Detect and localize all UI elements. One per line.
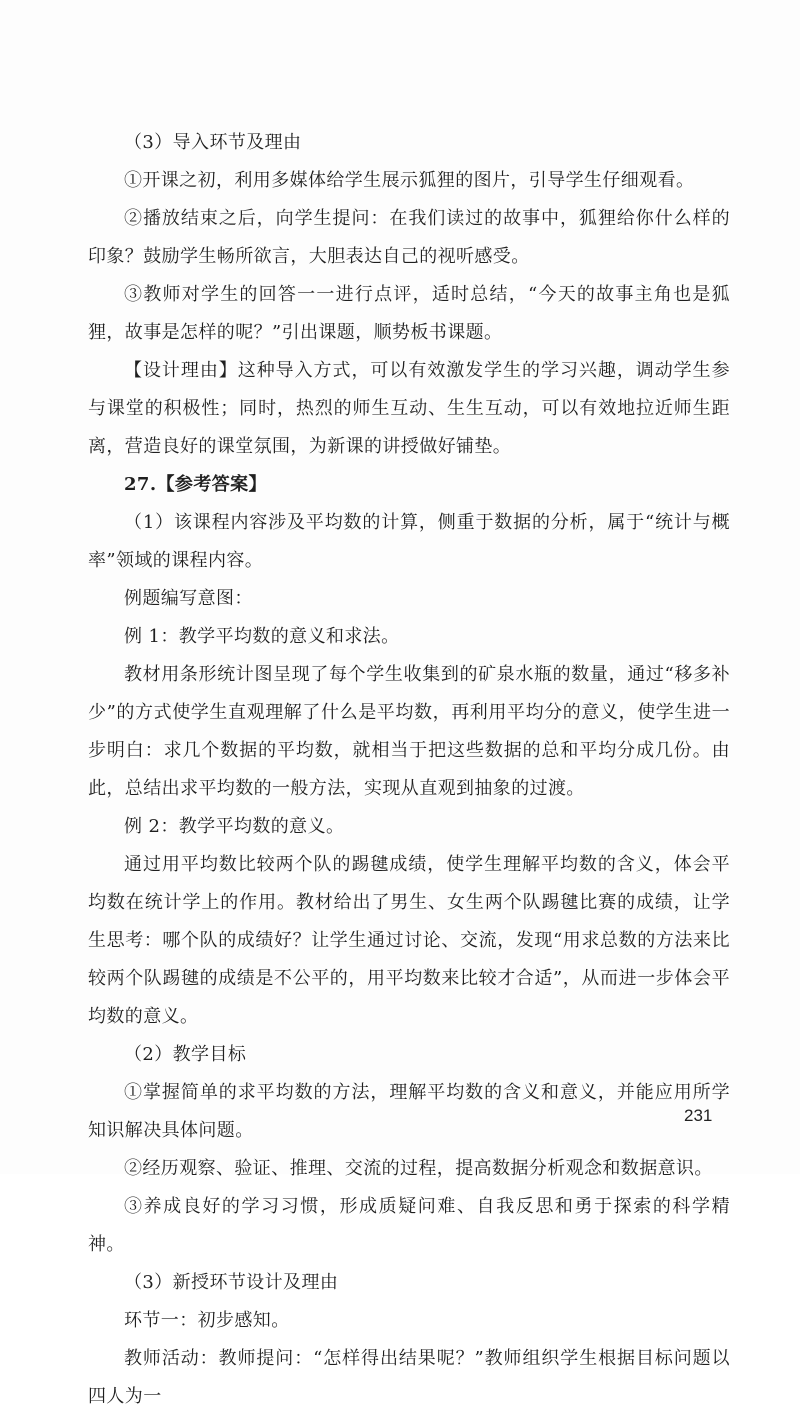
- example-2-text: 通过用平均数比较两个队的踢毽成绩，使学生理解平均数的含义，体会平均数在统计学上的作用。教材给出了男生、女生两个队踢毽比赛的成绩，让学生思考：哪个队的成绩好？让学生通过讨论、交流，发现“用求总数的方法来比较两个队踢毽的成绩是不公平的，用平均数来比较才合适”，从而进一步体会平均数的意义。: [88, 854, 730, 1027]
- intro-heading: （3）导入环节及理由: [124, 132, 302, 153]
- new-lesson-heading: （3）新授环节设计及理由: [124, 1272, 339, 1293]
- teaching-goal-1: ①掌握简单的求平均数的方法，理解平均数的含义和意义，并能应用所学知识解决具体问题。: [88, 1082, 730, 1141]
- teaching-goals-heading: （2）教学目标: [124, 1044, 247, 1065]
- teaching-goal-3: ③养成良好的学习习惯，形成质疑问难、自我反思和勇于探索的科学精神。: [88, 1196, 730, 1255]
- example-1-title: 例 1：教学平均数的意义和求法。: [124, 626, 400, 647]
- intro-step-1: ①开课之初，利用多媒体给学生展示狐狸的图片，引导学生仔细观看。: [124, 170, 695, 191]
- intro-step-3: ③教师对学生的回答一一进行点评，适时总结，“今天的故事主角也是狐狸，故事是怎样的呢？”引出课题，顺势板书课题。: [88, 284, 730, 343]
- design-reason-label: 【设计理由】: [124, 360, 238, 381]
- question-27-part-1: （1）该课程内容涉及平均数的计算，侧重于数据的分析，属于“统计与概率”领域的课程内容。: [88, 512, 730, 571]
- teaching-goal-2: ②经历观察、验证、推理、交流的过程，提高数据分析观念和数据意识。: [124, 1158, 713, 1179]
- page-number: 231: [684, 1106, 713, 1125]
- intro-step-2: ②播放结束之后，向学生提问：在我们读过的故事中，狐狸给你什么样的印象？鼓励学生畅所欲言，大胆表达自己的视听感受。: [88, 208, 730, 267]
- page-content: [88, 124, 730, 1416]
- teacher-activity-text: 教师活动：教师提问：“怎样得出结果呢？”教师组织学生根据目标问题以四人为一: [88, 1348, 730, 1407]
- question-27-label: 27.【参考答案】: [124, 474, 267, 495]
- step-1-title: 环节一：初步感知。: [124, 1310, 290, 1331]
- design-reason-text: 这种导入方式，可以有效激发学生的学习兴趣，调动学生参与课堂的积极性；同时，热烈的师生互动、生生互动，可以有效地拉近师生距离，营造良好的课堂氛围，为新课的讲授做好铺垫。: [88, 360, 730, 457]
- example-2-title: 例 2：教学平均数的意义。: [124, 816, 345, 837]
- example-intent-heading: 例题编写意图：: [124, 588, 253, 609]
- example-1-text: 教材用条形统计图呈现了每个学生收集到的矿泉水瓶的数量，通过“移多补少”的方式使学生直观理解了什么是平均数，再利用平均分的意义，使学生进一步明白：求几个数据的平均数，就相当于把这些数据的总和平均分成几份。由此，总结出求平均数的一般方法，实现从直观到抽象的过渡。: [88, 664, 730, 799]
- design-reason-paragraph: [88, 352, 730, 466]
